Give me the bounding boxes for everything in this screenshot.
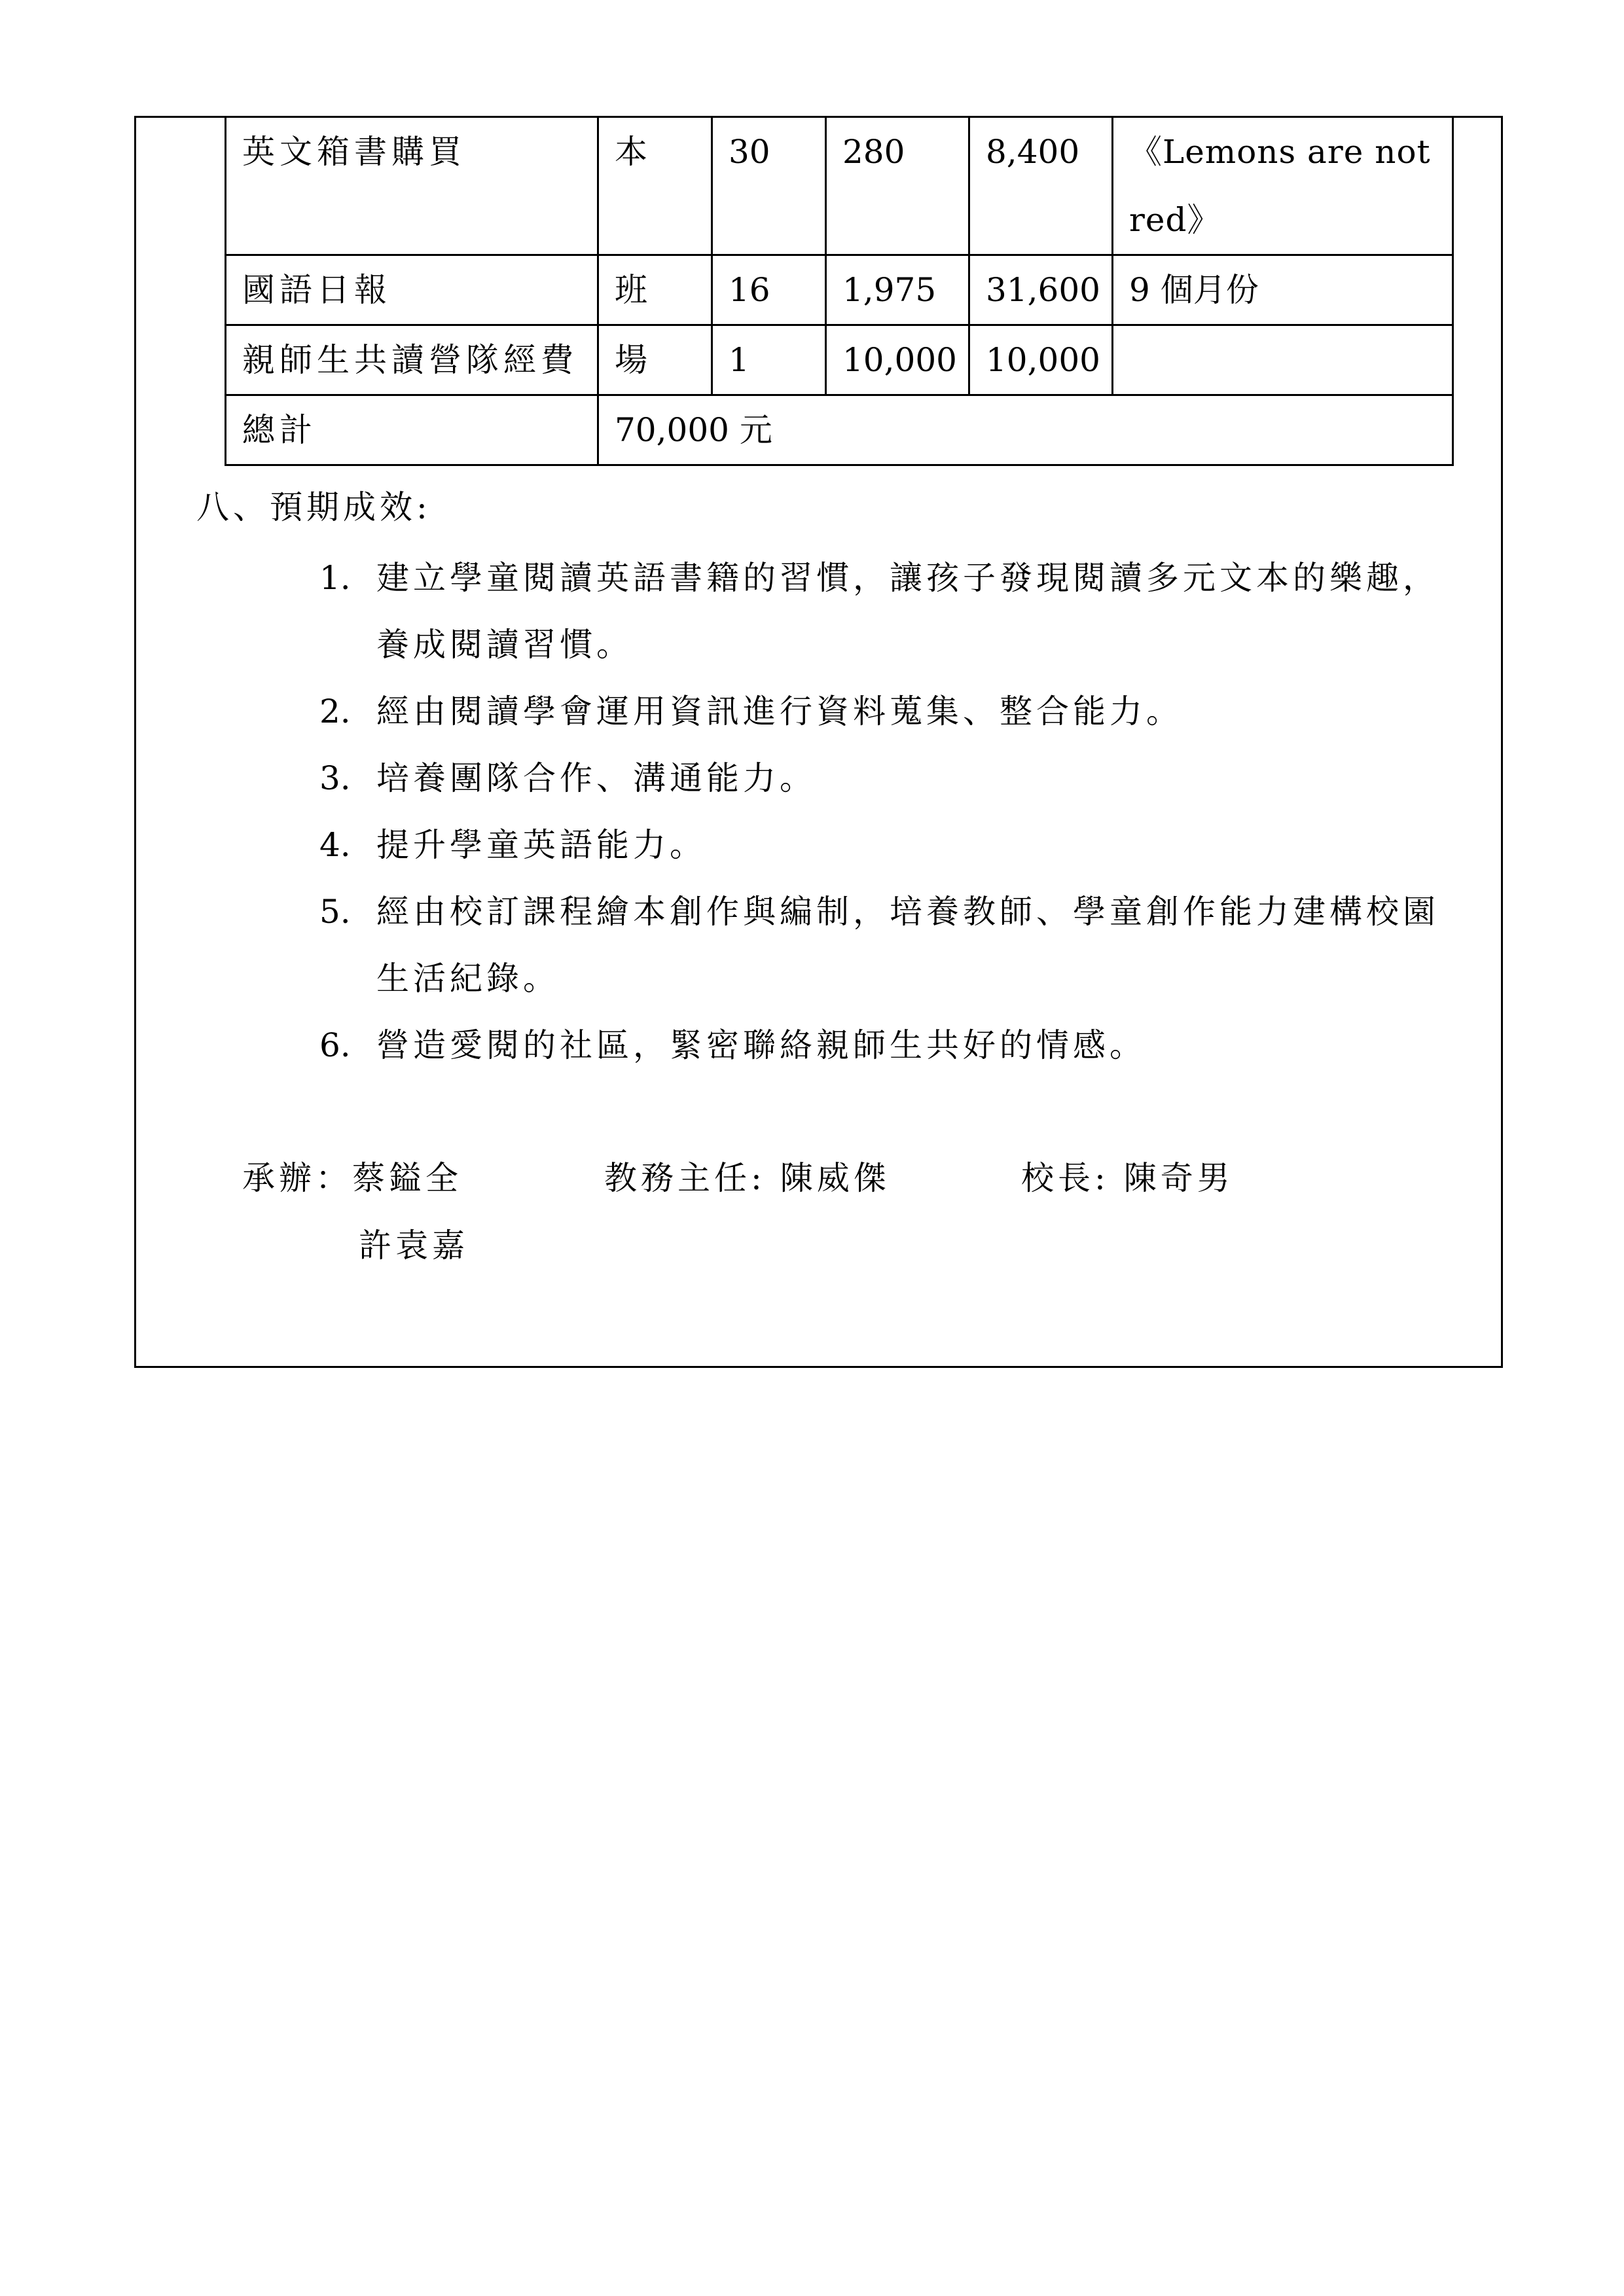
price-cell: 280 xyxy=(826,117,969,255)
note-cell xyxy=(1113,325,1453,395)
list-text: 營造愛閱的社區，緊密聯絡親師生共好的情感。 xyxy=(376,1026,1146,1064)
list-text: 培養團隊合作、溝通能力。 xyxy=(376,759,816,797)
note-cell: 9 個月份 xyxy=(1113,255,1453,325)
unit-cell: 班 xyxy=(598,255,712,325)
table-row xyxy=(226,117,1453,255)
note-cell: 《Lemons are not red》 xyxy=(1113,117,1453,255)
total-cell: 31,600 xyxy=(969,255,1113,325)
unit-cell: 場 xyxy=(598,325,712,395)
outcomes-list xyxy=(314,545,1466,1079)
list-item xyxy=(314,812,1466,878)
organizer-second-name: 許袁嘉 xyxy=(359,1227,469,1265)
list-item xyxy=(314,678,1466,745)
qty-cell: 1 xyxy=(712,325,826,395)
list-number: 4. xyxy=(319,826,351,864)
list-number: 1. xyxy=(319,559,351,597)
list-item xyxy=(314,745,1466,812)
price-cell: 1,975 xyxy=(826,255,969,325)
total-row xyxy=(226,395,1453,465)
list-text: 建立學童閱讀英語書籍的習慣，讓孩子發現閱讀多元文本的樂趣，養成閱讀習慣。 xyxy=(376,559,1439,664)
list-text: 經由閱讀學會運用資訊進行資料蒐集、整合能力。 xyxy=(376,692,1183,730)
academic-director-signature: 教務主任: 陳威傑 xyxy=(604,1159,890,1197)
list-number: 2. xyxy=(319,692,351,730)
list-item xyxy=(314,1012,1466,1079)
grand-total-label: 總計 xyxy=(226,395,598,465)
list-text: 提升學童英語能力。 xyxy=(376,826,706,864)
item-cell: 英文箱書購買 xyxy=(226,117,598,255)
list-text: 經由校訂課程繪本創作與編制，培養教師、學童創作能力建構校園生活紀錄。 xyxy=(376,893,1439,997)
grand-total-value: 70,000 元 xyxy=(598,395,1453,465)
unit-cell: 本 xyxy=(598,117,712,255)
table-row xyxy=(226,255,1453,325)
budget-table xyxy=(225,116,1454,466)
qty-cell: 30 xyxy=(712,117,826,255)
table-row xyxy=(226,325,1453,395)
principal-signature: 校長: 陳奇男 xyxy=(1021,1159,1234,1197)
total-cell: 8,400 xyxy=(969,117,1113,255)
list-item xyxy=(314,878,1466,1012)
section-heading: 八、預期成效: xyxy=(196,488,431,526)
qty-cell: 16 xyxy=(712,255,826,325)
price-cell: 10,000 xyxy=(826,325,969,395)
list-number: 3. xyxy=(319,759,351,797)
item-cell: 國語日報 xyxy=(226,255,598,325)
list-number: 6. xyxy=(319,1026,351,1064)
organizer-signature: 承辦：蔡鎰全 xyxy=(242,1159,462,1197)
total-cell: 10,000 xyxy=(969,325,1113,395)
list-item xyxy=(314,545,1466,678)
list-number: 5. xyxy=(319,893,351,931)
item-cell: 親師生共讀營隊經費 xyxy=(226,325,598,395)
